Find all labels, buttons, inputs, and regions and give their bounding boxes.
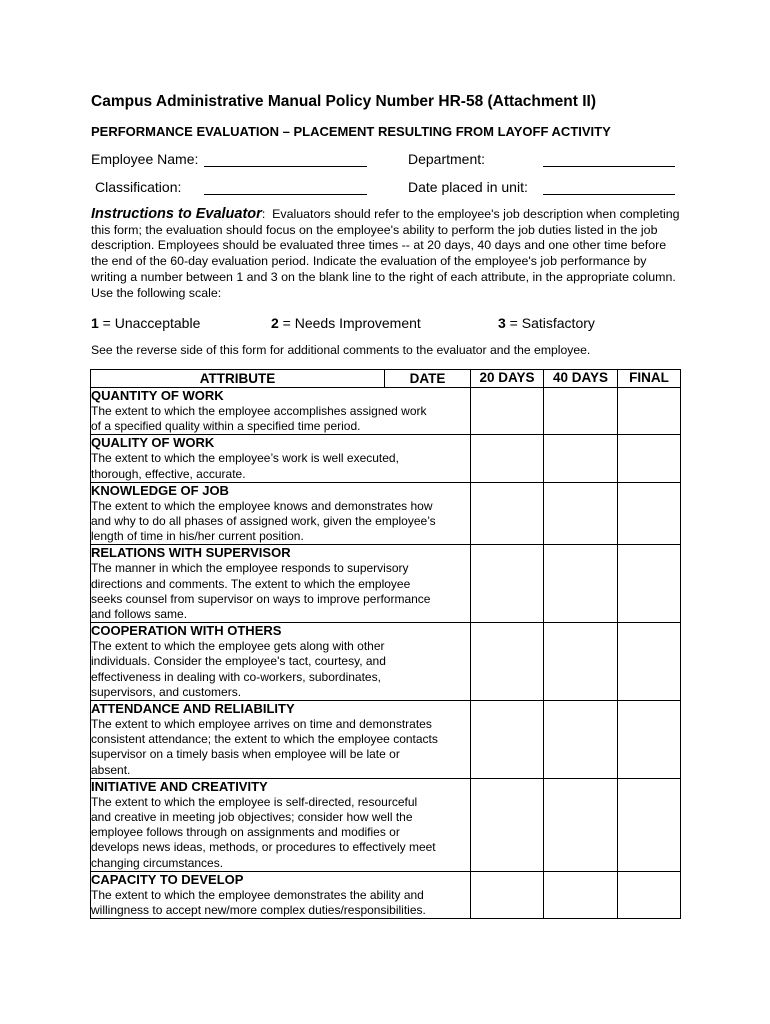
employee-name-label: Employee Name:: [91, 151, 199, 167]
score-20-days-cell[interactable]: [471, 871, 544, 918]
score-40-days-cell[interactable]: [544, 623, 618, 701]
attribute-description: The extent to which the employee’s work is well executed, thorough, effective, accurate.: [91, 451, 399, 481]
attribute-name: ATTENDANCE AND RELIABILITY: [91, 701, 295, 717]
department-label: Department:: [408, 151, 486, 167]
evaluation-table: [90, 369, 681, 919]
employee-name-field[interactable]: [204, 166, 367, 167]
table-row: [91, 388, 681, 435]
attribute-name: RELATIONS WITH SUPERVISOR: [91, 545, 291, 561]
score-40-days-cell[interactable]: [544, 778, 618, 871]
attribute-description: The extent to which the employee knows and demonstrates how and why to do all phases of assigned work, given the employee’s length of time in his/her current position.: [91, 498, 436, 544]
attribute-cell: [91, 701, 471, 779]
date-placed-label: Date placed in unit:: [408, 179, 528, 195]
score-final-cell[interactable]: [618, 871, 681, 918]
date-header: DATE: [409, 371, 446, 386]
score-40-days-cell[interactable]: [544, 545, 618, 623]
score-final-cell[interactable]: [618, 778, 681, 871]
score-40-days-cell[interactable]: [544, 871, 618, 918]
score-final-cell[interactable]: [618, 545, 681, 623]
attribute-description: The manner in which the employee responds to supervisory directions and comments. The extent to which the employee seeks counsel from supervisor on ways to improve performance and follows same.: [91, 561, 431, 622]
score-20-days-cell[interactable]: [471, 388, 544, 435]
page-title: Campus Administrative Manual Policy Number HR-58 (Attachment II): [91, 93, 596, 110]
attribute-name: INITIATIVE AND CREATIVITY: [91, 778, 268, 794]
attribute-cell: [91, 545, 471, 623]
date-placed-field[interactable]: [543, 194, 675, 195]
instructions-paragraph: [91, 207, 683, 301]
attribute-cell: [91, 482, 471, 545]
score-20-days-cell[interactable]: [471, 545, 544, 623]
attribute-cell: [91, 623, 471, 701]
scale-item-1: 1 = Unacceptable: [91, 315, 201, 331]
scale-item-3: 3 = Satisfactory: [498, 315, 595, 331]
form-subtitle: PERFORMANCE EVALUATION – PLACEMENT RESULTING FROM LAYOFF ACTIVITY: [91, 124, 611, 139]
score-final-cell[interactable]: [618, 482, 681, 545]
attribute-cell: [91, 778, 471, 871]
attribute-cell: [91, 435, 471, 482]
score-20-days-cell[interactable]: [471, 482, 544, 545]
score-20-days-cell[interactable]: [471, 778, 544, 871]
scale-item-2: 2 = Needs Improvement: [271, 315, 421, 331]
classification-label: Classification:: [95, 179, 182, 195]
attribute-description: The extent to which the employee accomplishes assigned work of a specified quality within a specified time period.: [91, 404, 427, 434]
table-row: [91, 545, 681, 623]
attribute-name: KNOWLEDGE OF JOB: [91, 482, 229, 498]
score-40-days-cell[interactable]: [544, 701, 618, 779]
attribute-description: The extent to which the employee demonstrates the ability and willingness to accept new/more complex duties/responsibilities.: [91, 887, 426, 918]
column-header-20-days: 20 DAYS: [471, 370, 544, 388]
table-row: [91, 871, 681, 918]
table-row: [91, 623, 681, 701]
instructions-body: Evaluators should refer to the employee's job description when completing this form; the evaluation should focus on the employee's ability to perform the job duties listed in the job description. Employees should be evaluated three times -- at 20 days, 40 days and one other time before the end of the 60-day evaluation period. Indicate the evaluation of the employee's job performance by writing a number between 1 and 3 on the blank line to the right of each attribute, in the appropriate column. Use the following scale:: [91, 207, 680, 300]
instructions-lead: Instructions to Evaluator: [91, 206, 262, 222]
attribute-cell: [91, 388, 471, 435]
attribute-description: The extent to which the employee gets along with other individuals. Consider the employee's tact, courtesy, and effectiveness in dealing with co-workers, subordinates, supervisors, and customers.: [91, 639, 386, 699]
score-20-days-cell[interactable]: [471, 623, 544, 701]
score-final-cell[interactable]: [618, 623, 681, 701]
classification-field[interactable]: [204, 194, 367, 195]
department-field[interactable]: [543, 166, 675, 167]
attribute-header: ATTRIBUTE: [91, 370, 385, 387]
attribute-name: QUALITY OF WORK: [91, 435, 215, 451]
score-20-days-cell[interactable]: [471, 701, 544, 779]
table-row: [91, 778, 681, 871]
reverse-side-note: See the reverse side of this form for additional comments to the evaluator and the employee.: [91, 343, 591, 357]
attribute-name: QUANTITY OF WORK: [91, 388, 224, 403]
attribute-name: COOPERATION WITH OTHERS: [91, 623, 282, 639]
score-20-days-cell[interactable]: [471, 435, 544, 482]
attribute-cell: [91, 871, 471, 918]
table-row: [91, 701, 681, 779]
attribute-description: The extent to which employee arrives on time and demonstrates consistent attendance; the extent to which the employee contacts supervisor on a timely basis when employee will be late or absent.: [91, 717, 438, 777]
score-40-days-cell[interactable]: [544, 388, 618, 435]
attribute-description: The extent to which the employee is self-directed, resourceful and creative in meeting job objectives; consider how well the employee follows through on assignments and modifies or develops news ideas, methods, or procedures to effectively meet changing circumstances.: [91, 794, 436, 870]
score-40-days-cell[interactable]: [544, 482, 618, 545]
score-final-cell[interactable]: [618, 388, 681, 435]
column-header-40-days: 40 DAYS: [544, 370, 618, 388]
attribute-name: CAPACITY TO DEVELOP: [91, 871, 244, 887]
table-row: [91, 482, 681, 545]
table-row: [91, 435, 681, 482]
score-final-cell[interactable]: [618, 701, 681, 779]
score-40-days-cell[interactable]: [544, 435, 618, 482]
score-final-cell[interactable]: [618, 435, 681, 482]
instructions-colon: :: [261, 207, 266, 221]
attribute-date-header: [91, 370, 471, 388]
column-header-final: FINAL: [618, 370, 681, 388]
